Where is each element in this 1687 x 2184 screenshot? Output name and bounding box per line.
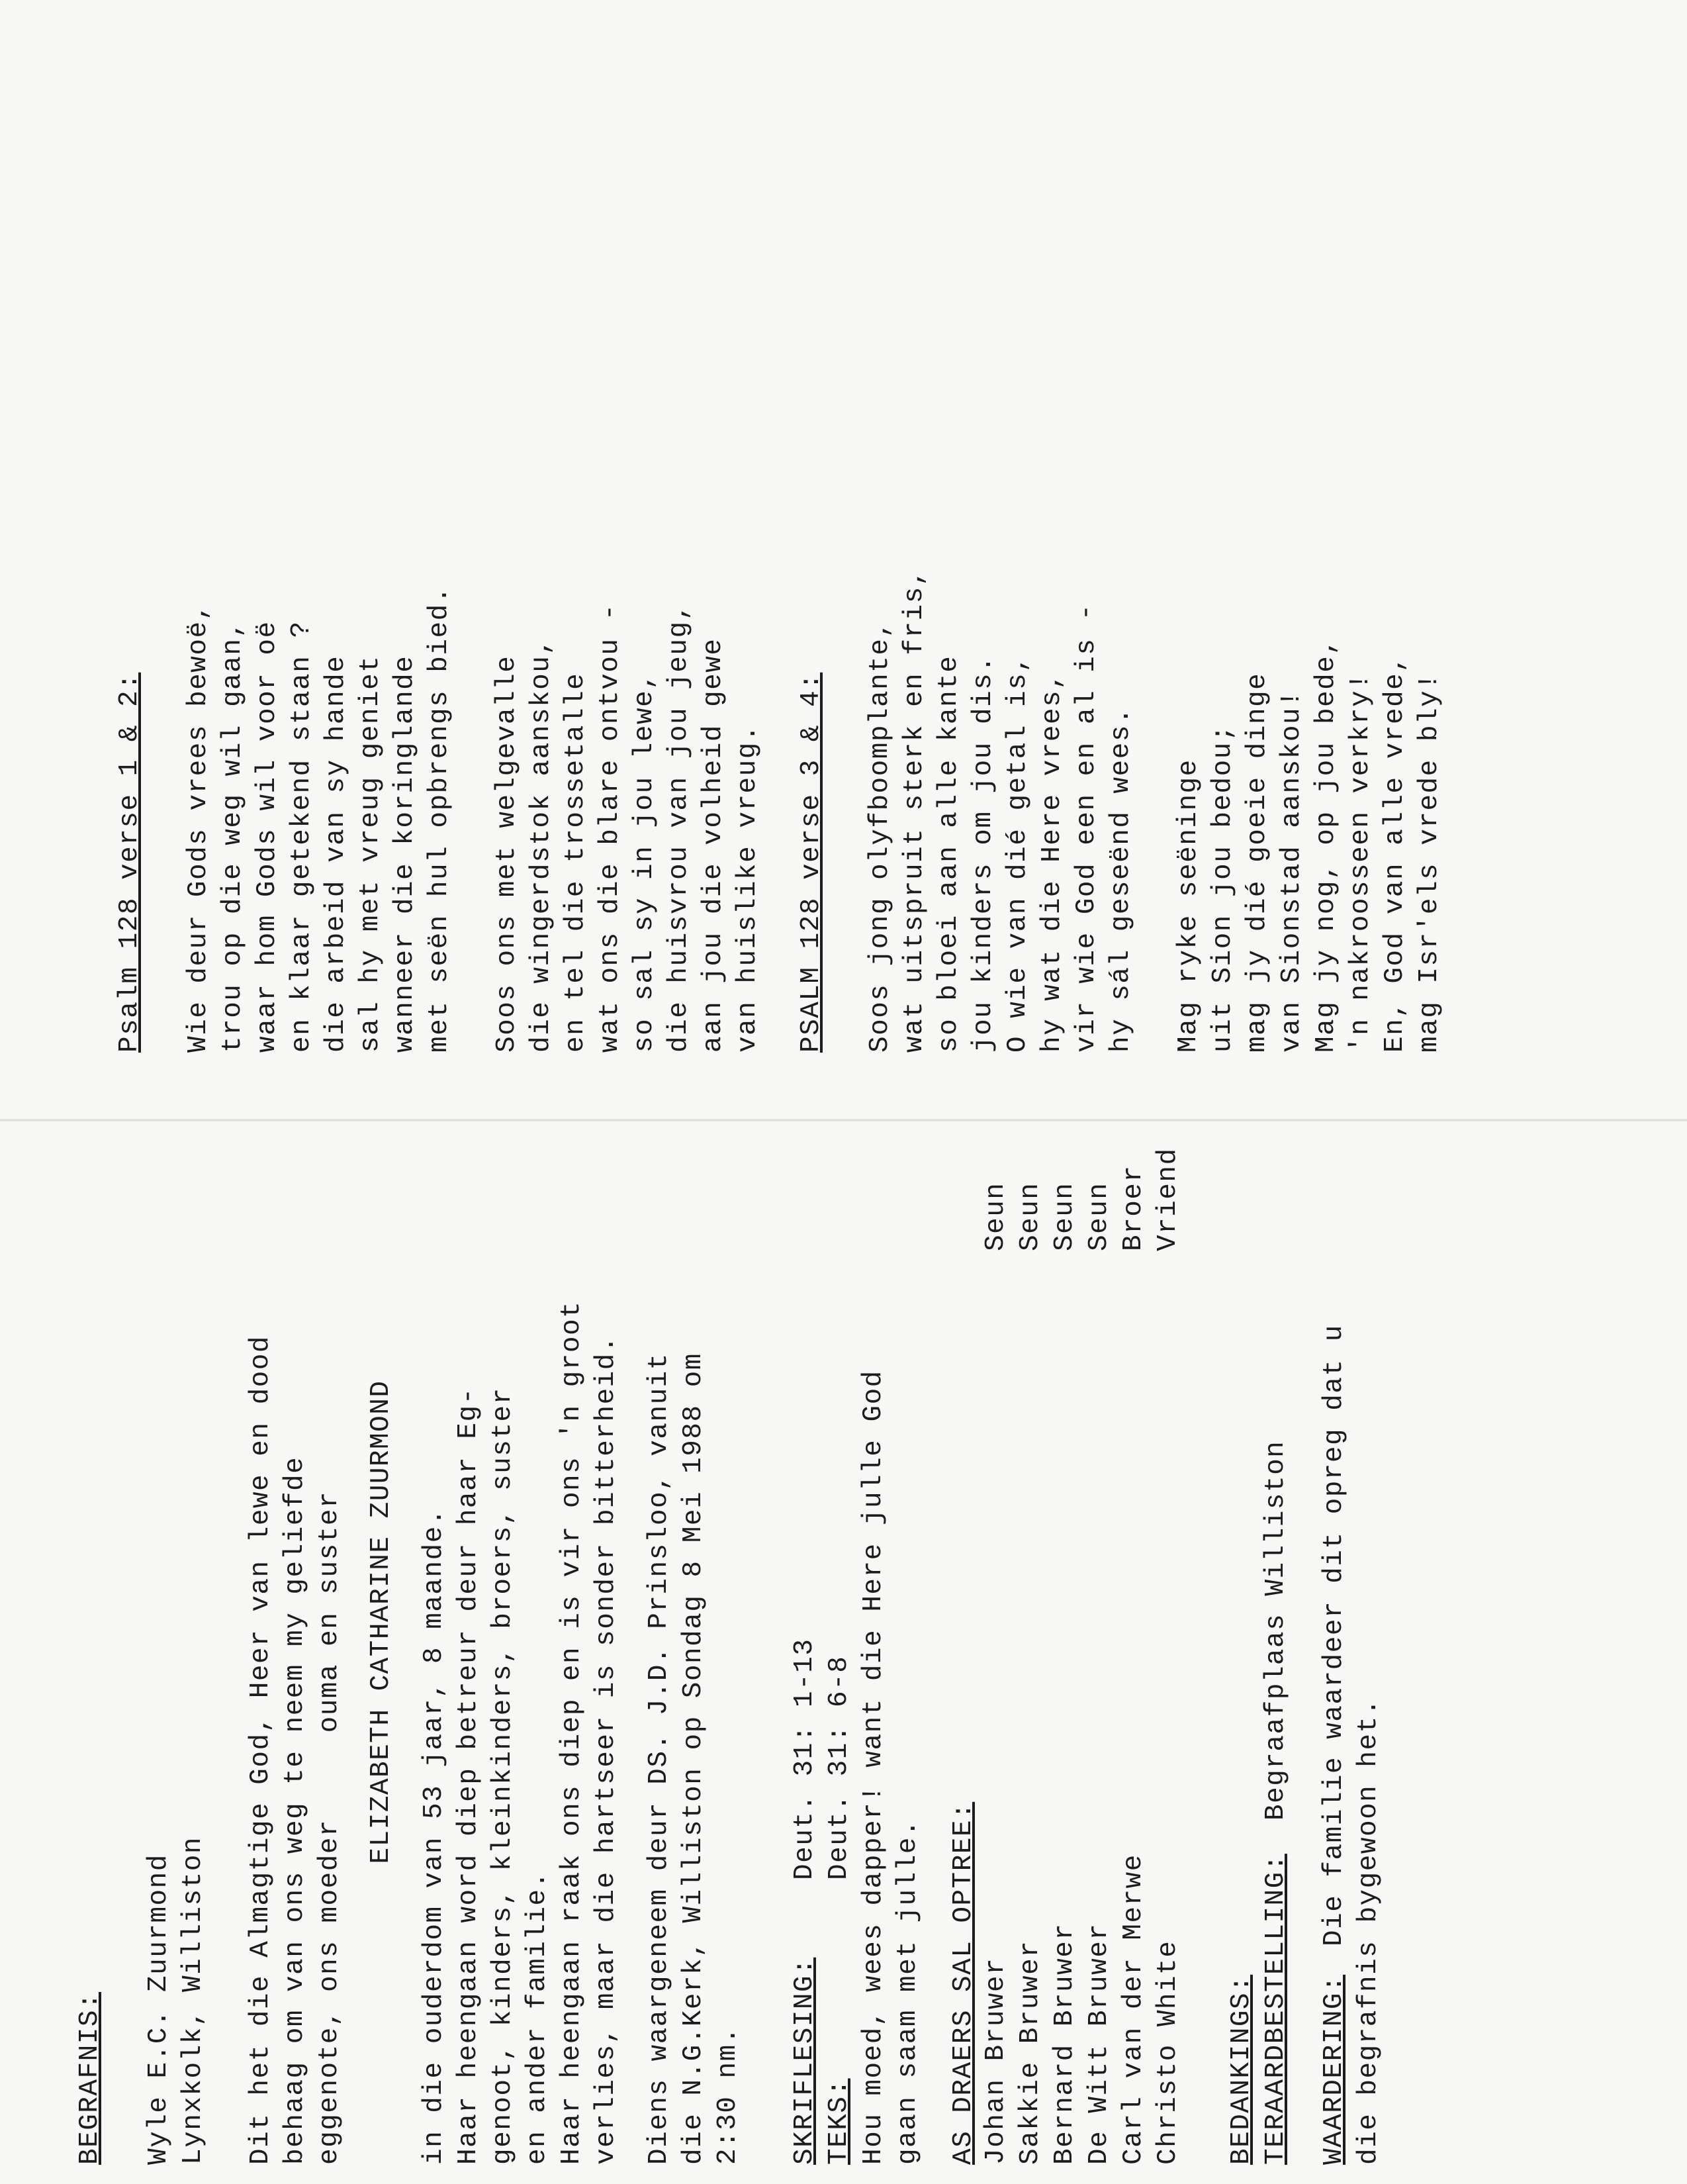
psalm1b-line: en tel die trossetalle (561, 672, 591, 1053)
bedankings-label: BEDANKINGS: (1226, 1974, 1257, 2165)
waardering-label: WAARDERING: (1319, 1974, 1349, 2165)
age-line-5: Haar heengaan raak ons diep en is vir ons 'n groot (557, 1300, 587, 2165)
intro-line-2: behaag om van ons weg te neem my geliefde (280, 1456, 310, 2165)
bearer-relation: Vriend (1153, 1147, 1183, 1251)
bearer-relation: Seun (981, 1182, 1011, 1251)
psalm1-heading: Psalm 128 verse 1 & 2: (114, 672, 145, 1053)
psalm2-line: wat uitspruit sterk en fris, (899, 569, 930, 1053)
waardering-line-1: Die familie waardeer dit opreg dat u (1319, 1324, 1349, 1946)
psalm2-line: so bloei aan alle kante (934, 655, 964, 1053)
bearer-relation: Broer (1118, 1164, 1149, 1251)
psalm-panel-2 (794, 113, 1522, 1053)
age-line-3: genoot, kinders, kleinkinders, broers, suster (488, 1387, 518, 2165)
psalm1b-line: aan jou die volheid gewe (698, 638, 729, 1053)
psalm1b-line: Soos ons met welgevalle (492, 655, 522, 1053)
bearer-relation: Seun (1050, 1182, 1080, 1251)
skriflesing-label: SKRIFLESING: (790, 1957, 820, 2165)
psalm2b-line: uit Sion jou bedou; (1208, 724, 1238, 1053)
funeral-details-panel (73, 1079, 788, 2165)
waardering-line-2: die begrafnis bygewoon het. (1353, 1698, 1384, 2165)
psalm2-heading: PSALM 128 verse 3 & 4: (796, 672, 827, 1053)
psalm1-line: wanneer die koringlande (390, 655, 420, 1053)
bearers-list (981, 1079, 1193, 2165)
psalm1-line: Wie deur Gods vrees bewoë, (183, 603, 214, 1053)
psalm1b-line: wat ons die blare ontvou - (595, 603, 625, 1053)
psalm2-line: jou kinders om jou dis. (968, 655, 999, 1053)
service-line-1: Diens waargeneem deur DS. J.D. Prinsloo, vanuit (644, 1353, 674, 2165)
bearer-name: Christo White (1153, 1940, 1183, 2165)
psalm2b-line: Mag jy nog, op jou bede, (1311, 638, 1342, 1053)
psalm2-line: O wie van dié getal is, (1003, 655, 1033, 1053)
heading-begrafnis: BEGRAFNIS: (75, 1991, 105, 2165)
psalm2b-line: mag Isr'els vrede bly! (1414, 672, 1445, 1053)
psalm1-line: die arbeid van sy hande (321, 655, 351, 1053)
skriflesing-ref: Deut. 31: 1-13 (790, 1638, 820, 1880)
teks-quote-2: gaan saam met julle. (893, 1819, 923, 2165)
bearer-name: Carl van der Merwe (1118, 1854, 1149, 2165)
teks-quote-1: Hou moed, wees dapper! want die Here julle God (858, 1370, 889, 2165)
psalm2b-line: 'n nakroosseen verkry! (1345, 672, 1376, 1053)
service-line-2: die N.G.Kerk, Williston op Sondag 8 Mei 1988 om (678, 1353, 709, 2165)
bearer-name: Bernard Bruwer (1050, 1923, 1080, 2165)
full-name: ELIZABETH CATHARINE ZUURMOND (366, 1380, 396, 1864)
psalm2b-line: En, God van alle vrede, (1380, 655, 1410, 1053)
psalm-panel-1 (113, 113, 841, 1053)
deceased-name: Wyle E.C. Zuurmond (144, 1854, 174, 2165)
teraarde-label: TERAARDBESTELLING: (1261, 1854, 1291, 2165)
psalm2-line: vir wie God een en al is - (1071, 603, 1102, 1053)
bearers-heading: AS DRAERS SAL OPTREE: (948, 1801, 979, 2165)
psalm2b-line: Mag ryke seëninge (1173, 759, 1204, 1053)
teks-label: TEKS: (824, 2078, 854, 2165)
psalm1b-line: die wingerdstok aanskou, (526, 638, 557, 1053)
deceased-place: Lynxkolk, Williston (178, 1836, 208, 2165)
intro-line-1: Dit het die Almagtige God, Heer van lewe en dood (246, 1335, 276, 2165)
psalm1-line: waar hom Gods wil voor oë (252, 620, 283, 1053)
psalm1b-line: so sal sy in jou lewe, (629, 672, 660, 1053)
teraarde-value: Begraafplaas Williston (1261, 1440, 1291, 1821)
bearer-name: De Witt Bruwer (1084, 1923, 1115, 2165)
psalm1-line: met seën hul opbrengs bied. (424, 586, 455, 1053)
bearer-name: Sakkie Bruwer (1015, 1940, 1046, 2165)
psalm2b-line: mag jy dié goeie dinge (1242, 672, 1273, 1053)
psalm2b-line: van Sionstad aanskou! (1277, 689, 1307, 1053)
psalm1-line: en klaar getekend staan ? (287, 620, 317, 1053)
psalm2-line: hy wat die Here vrees, (1037, 672, 1068, 1053)
psalm1b-line: van huislike vreug. (733, 724, 763, 1053)
intro-line-3: eggenote, ons moeder ouma en suster (314, 1490, 345, 2165)
psalm1-line: sal hy met vreug geniet (355, 655, 386, 1053)
teks-ref: Deut. 31: 6-8 (824, 1655, 854, 1880)
service-line-3: 2:30 nm. (713, 2026, 743, 2165)
psalm1-line: trou op die weg wil gaan, (218, 620, 248, 1053)
psalm1b-line: die huisvrou van jou jeug, (664, 603, 694, 1053)
psalm2-line: Soos jong olyfboomplante, (865, 620, 895, 1053)
bearer-relation: Seun (1015, 1182, 1046, 1251)
bearer-name: Johan Bruwer (981, 1957, 1011, 2165)
age-line-2: Haar heengaan word diep betreur deur haar Eg- (453, 1387, 484, 2165)
age-line-1: in die ouderdom van 53 jaar, 8 maande. (419, 1508, 449, 2165)
psalm2-line: hy sál geseënd wees. (1106, 706, 1136, 1053)
funeral-details-panel-2 (788, 1079, 1502, 2165)
age-line-4: en ander familie. (522, 1871, 553, 2165)
bearer-relation: Seun (1084, 1182, 1115, 1251)
age-line-6: verlies, maar die hartseer is sonder bitterheid. (591, 1335, 621, 2165)
